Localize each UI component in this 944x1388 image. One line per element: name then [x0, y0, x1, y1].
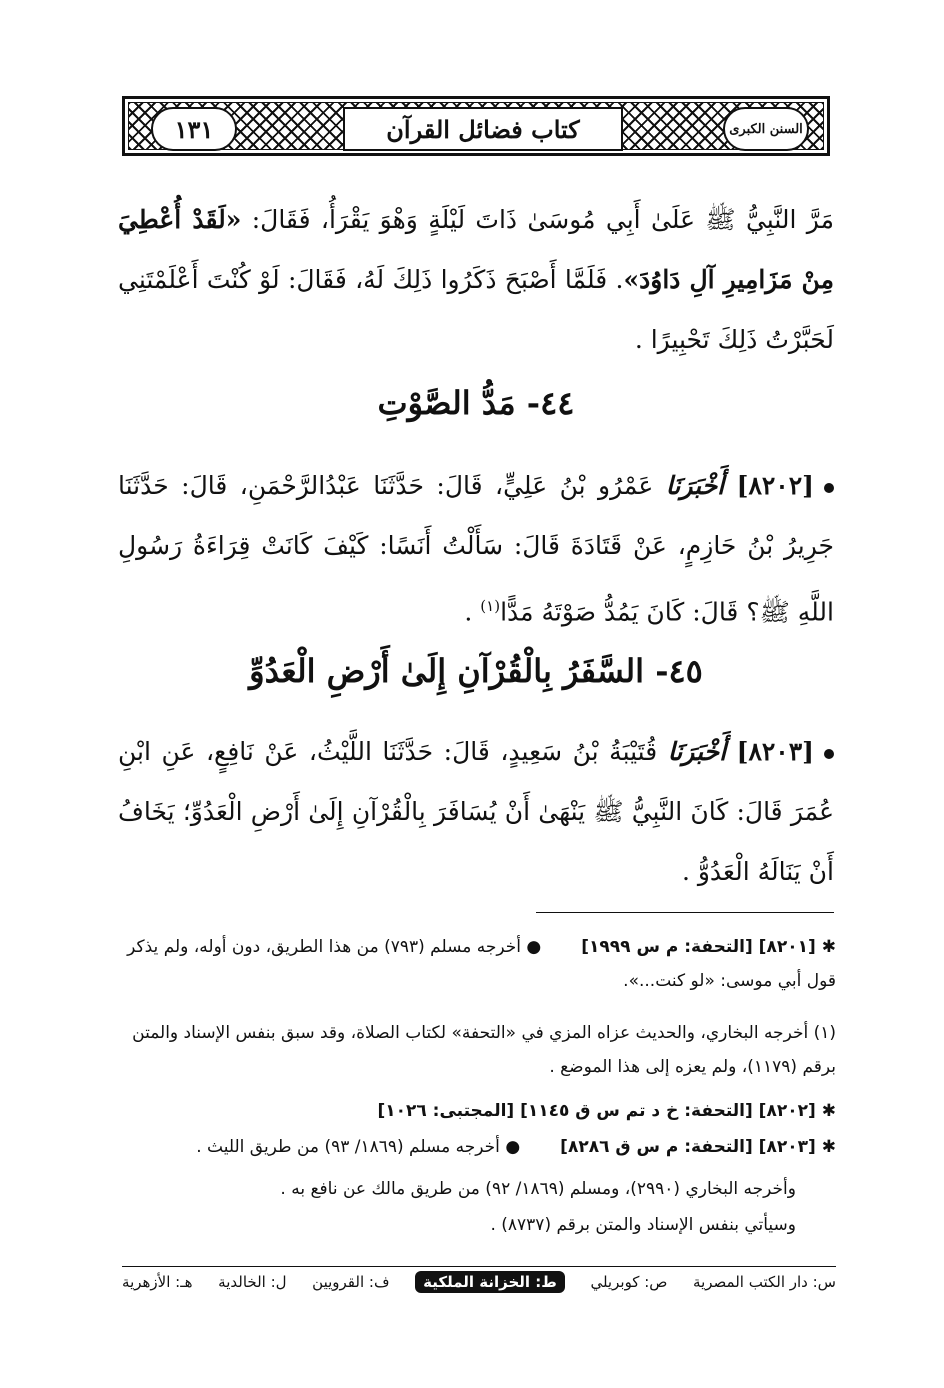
paragraph-3-text: قُتَيْبَةُ بْنُ سَعِيدٍ، قَالَ: حَدَّثَنَا اللَّيْثُ، عَنْ نَافِعٍ، عَنِ ابْنِ عُمَرَ قَالَ: كَانَ النَّبِيُّ ﷺ يَنْهَىٰ أَنْ يُسَافَرَ بِالْقُرْآنِ إِلَىٰ أَرْضِ الْعَدُوِّ؛ يَخَافُ أَنْ يَنَالَهُ الْعَدُوُّ .: [118, 737, 834, 886]
footnote-8201: [118, 930, 836, 998]
bullet-icon: [824, 749, 834, 759]
legend-item: س: دار الكتب المصرية: [693, 1273, 836, 1291]
page-number: ١٣١: [151, 107, 237, 151]
paragraph-1-quote: «لَقَدْ أُعْطِيَ مِنْ مَزَامِيرِ آلِ دَاوُدَ»: [118, 205, 834, 294]
hadith-ref-8202: [٨٢٠٢]: [736, 471, 814, 500]
legend-divider: [122, 1266, 836, 1267]
footnote-8203-text: أخرجه مسلم (١٨٦٩/ ٩٣) من طريق الليث .: [196, 1137, 500, 1157]
footnote-8203-line-3: وسيأتي بنفس الإسناد والمتن برقم (٨٧٣٧) .: [490, 1215, 796, 1235]
paragraph-3: [118, 722, 834, 902]
page-header: [122, 96, 830, 156]
footnote-8202: [118, 1094, 836, 1128]
footnote-8203: [118, 1130, 836, 1164]
legend-item-highlighted: ط: الخزانة الملكية: [415, 1271, 565, 1293]
paragraph-1-text-a: مَرَّ النَّبِيُّ ﷺ عَلَىٰ أَبِي مُوسَىٰ ذَاتَ لَيْلَةٍ وَهْوَ يَقْرَأُ، فَقَالَ:: [241, 205, 834, 234]
paragraph-2-end: .: [464, 597, 481, 627]
paragraph-1-text-b: . فَلَمَّا أَصْبَحَ ذَكَرُوا ذَلِكَ لَهُ، فَقَالَ: لَوْ كُنْتَ أَعْلَمْتَنِي لَحَبَّرْتُ ذَلِكَ تَحْبِيرًا .: [118, 265, 834, 354]
book-title: كتاب فضائل القرآن: [343, 107, 623, 151]
akhbarana-label: أَخْبَرَنَا: [667, 737, 727, 766]
footnote-8202-ref: [٨٢٠٢] [التحفة: خ د تم س ق ١١٤٥] [المجتبى: ١٠٢٦]: [377, 1101, 816, 1121]
paragraph-2: [118, 456, 834, 642]
akhbarana-label: أَخْبَرَنَا: [665, 471, 725, 500]
bullet-icon: [824, 483, 834, 493]
chapter-heading-45: ٤٥- السَّفَرُ بِالْقُرْآنِ إِلَىٰ أَرْضِ الْعَدُوِّ: [249, 652, 703, 690]
manuscript-legend: [122, 1268, 836, 1296]
star-icon: ✱: [821, 937, 836, 957]
bullet-icon: ●: [505, 1137, 521, 1157]
legend-item: ل: الخالدية: [218, 1273, 287, 1291]
header-ornament: [128, 102, 824, 150]
chapter-heading-44: ٤٤- مَدُّ الصَّوْتِ: [377, 384, 575, 422]
paragraph-1: [118, 190, 834, 370]
paragraph-2-text: عَمْرُو بْنُ عَلِيٍّ، قَالَ: حَدَّثَنَا عَبْدُالرَّحْمَنِ، قَالَ: حَدَّثَنَا جَرِيرُ بْنُ حَازِمٍ، عَنْ قَتَادَةَ قَالَ: سَأَلْتُ أَنَسًا: كَيْفَ كَانَتْ قِرَاءَةُ رَسُولِ اللَّهِ ﷺ؟ قَالَ: كَانَ يَمُدُّ صَوْتَهُ مَدًّا: [118, 471, 834, 627]
footnote-1: (١) أخرجه البخاري، والحديث عزاه المزي في «التحفة» لكتاب الصلاة، وقد سبق بنفس الإسناد والمتن برقم (١١٧٩)، ولم يعزه إلى هذا الموضع .: [132, 1023, 836, 1077]
legend-item: ص: كوبريلي: [590, 1273, 668, 1291]
footnote-8203-line-2: وأخرجه البخاري (٢٩٩٠)، ومسلم (١٨٦٩/ ٩٢) من طريق مالك عن نافع به .: [280, 1179, 796, 1199]
footnote-8203-ref: [٨٢٠٣] [التحفة: م س ق ٨٢٨٦]: [560, 1137, 816, 1157]
bullet-icon: ●: [526, 937, 542, 957]
legend-item: ف: القرويين: [312, 1273, 390, 1291]
star-icon: ✱: [821, 1137, 836, 1157]
publisher-logo: السنن الكبرى: [723, 107, 809, 151]
footnote-divider: [536, 912, 834, 913]
footnote-8201-text: أخرجه مسلم (٧٩٣) من هذا الطريق، دون أوله، ولم يذكر قول أبي موسى: «لو كنت...».: [127, 937, 836, 991]
star-icon: ✱: [821, 1101, 836, 1121]
footnote-mark: (١): [480, 597, 501, 615]
footnote-8201-ref: [٨٢٠١] [التحفة: م س ١٩٩٩]: [581, 937, 816, 957]
hadith-ref-8203: [٨٢٠٣]: [736, 737, 814, 766]
legend-item: هـ: الأزهرية: [122, 1273, 193, 1291]
